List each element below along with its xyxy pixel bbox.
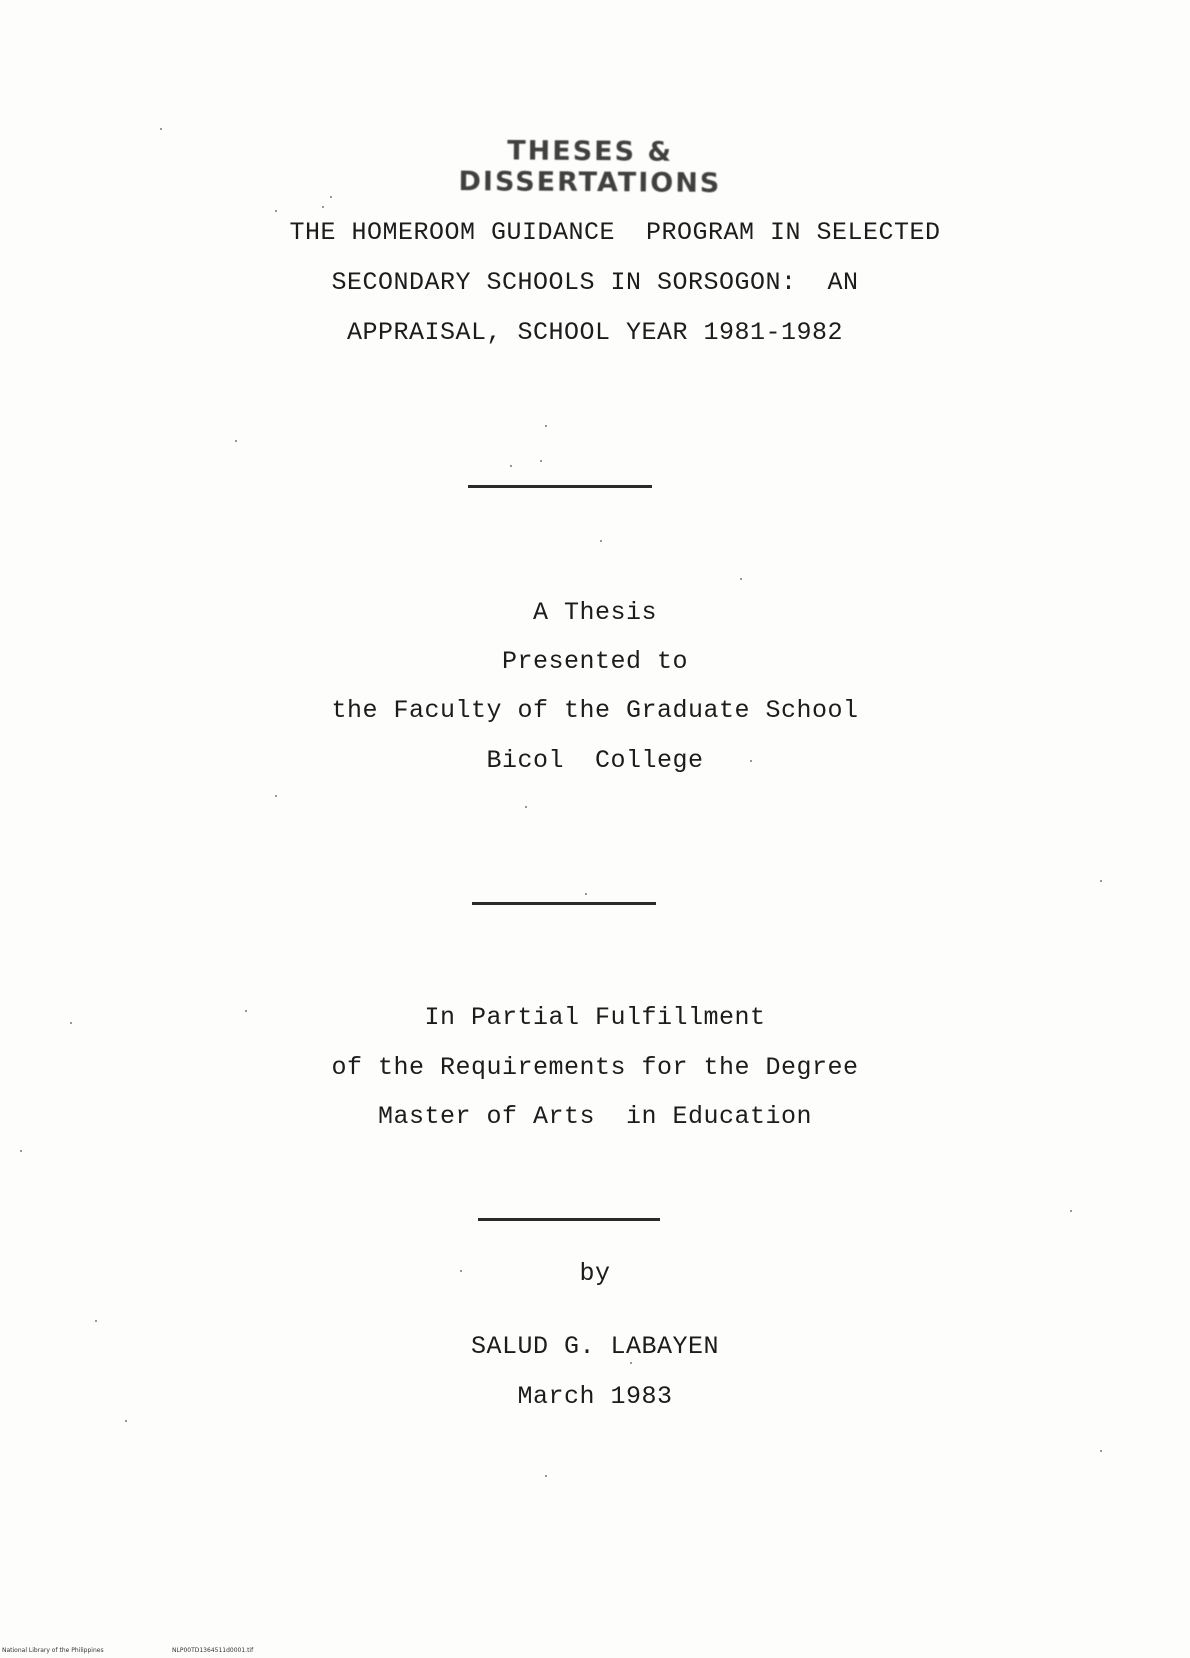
by-label: by: [579, 1259, 611, 1288]
scan-speck: [95, 1320, 97, 1322]
author-name: SALUD G. LABAYEN: [470, 1332, 720, 1361]
presentation-line-1: A Thesis: [532, 598, 658, 627]
footer-library-name: National Library of the Philippines: [2, 1647, 104, 1654]
submission-date: March 1983: [517, 1382, 673, 1411]
scan-speck: [545, 1475, 547, 1477]
scan-speck: [600, 540, 602, 542]
scan-speck: [740, 578, 742, 580]
scan-speck: [125, 1420, 127, 1422]
presentation-line-3: the Faculty of the Graduate School: [331, 696, 859, 725]
divider-rule-2: [472, 902, 656, 905]
scan-speck: [630, 1362, 632, 1364]
fulfillment-line-1: In Partial Fulfillment: [424, 1003, 766, 1032]
scan-speck: [1070, 1210, 1072, 1212]
scan-speck: [525, 806, 527, 808]
fulfillment-line-2: of the Requirements for the Degree: [331, 1053, 859, 1082]
scan-speck: [160, 128, 162, 130]
divider-rule-3: [478, 1218, 660, 1221]
footer-file-id: NLP00TD1364511d0001.tif: [172, 1647, 254, 1654]
title-line-1: THE HOMEROOM GUIDANCE PROGRAM IN SELECTED: [289, 218, 941, 247]
scan-speck: [585, 893, 587, 895]
scan-speck: [20, 1150, 22, 1152]
scan-speck: [70, 1022, 72, 1024]
presentation-line-2: Presented to: [501, 647, 689, 676]
scan-speck: [545, 425, 547, 427]
scan-speck: [540, 460, 542, 462]
scan-speck: [460, 1270, 462, 1272]
scan-speck: [245, 1010, 247, 1012]
theses-dissertations-stamp: THESES & DISSERTATIONS: [458, 135, 722, 199]
scan-speck: [1100, 1450, 1102, 1452]
scan-speck: [275, 210, 277, 212]
scan-speck: [1100, 880, 1102, 882]
scan-speck: [510, 465, 512, 467]
scan-speck: [330, 196, 332, 198]
divider-rule-1: [468, 485, 652, 488]
scan-speck: [275, 795, 277, 797]
fulfillment-line-3: Master of Arts in Education: [377, 1102, 813, 1131]
title-line-3: APPRAISAL, SCHOOL YEAR 1981-1982: [346, 318, 844, 347]
presentation-line-4: Bicol College: [486, 746, 704, 775]
scan-speck: [322, 206, 324, 208]
scan-speck: [235, 440, 237, 442]
title-line-2: SECONDARY SCHOOLS IN SORSOGON: AN: [331, 268, 859, 297]
scan-speck: [750, 760, 752, 762]
